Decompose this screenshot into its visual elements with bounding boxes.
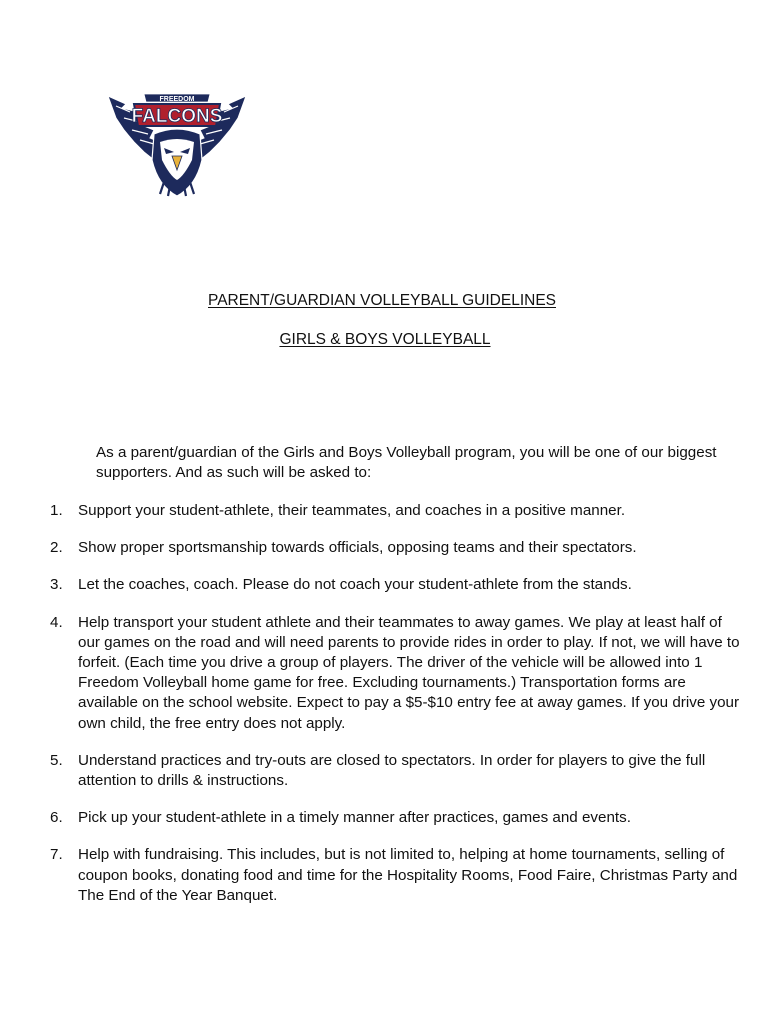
list-item [50,845,740,906]
list-item-number: 4. [50,613,63,631]
list-item-text: Show proper sportsmanship towards officials, opposing teams and their spectators. [78,539,637,557]
list-item-number: 1. [50,502,63,519]
list-item-text: Let the coaches, coach. Please do not coach your student-athlete from the stands. [78,576,632,594]
list-item-text: Support your student-athlete, their teammates, and coaches in a positive manner. [78,502,626,519]
list-item [50,613,740,734]
list-item-text: Understand practices and try-outs are closed to spectators. In order for players to give the full attention to drills & instructions. [78,751,706,790]
logo-top-text: FREEDOM [159,96,195,103]
list-item [50,575,740,595]
list-item-number: 2. [50,539,63,557]
list-item-number: 3. [50,576,63,594]
guidelines-list [50,501,740,923]
list-item [50,538,740,558]
freedom-falcons-logo [104,90,250,198]
list-item [50,501,740,521]
list-item-number: 6. [50,809,63,827]
list-item-text: Pick up your student-athlete in a timely manner after practices, games and events. [78,809,631,827]
intro-paragraph: As a parent/guardian of the Girls and Boys Volleyball program, you will be one of our biggest supporters. And as such will be asked to: [96,444,717,481]
page-title: PARENT/GUARDIAN VOLLEYBALL GUIDELINES [208,292,556,309]
list-item-text: Help transport your student athlete and their teammates to away games. We play at least half of our games on the road and will need parents to provide rides in order to play. If not, we will have to forfeit. (Each time you drive a group of players. The driver of the vehicle will be allowed into 1 Freedom Volleyball home game for free. Excluding tournaments.) Transportation forms are available on the school website. Expect to pay a $5-$10 entry fee at away games. If you drive your own child, the free entry does not apply. [78,613,740,732]
list-item-number: 5. [50,751,63,769]
logo-main-text: FALCONS [131,106,223,127]
list-item [50,751,740,791]
list-item-number: 7. [50,846,63,864]
list-item-text: Help with fundraising. This includes, but is not limited to, helping at home tournaments, selling of coupon books, donating food and time for the Hospitality Rooms, Food Faire, Christmas Party and The End of the Year Banquet. [78,846,738,904]
page-subtitle: GIRLS & BOYS VOLLEYBALL [279,331,491,348]
list-item [50,808,740,828]
